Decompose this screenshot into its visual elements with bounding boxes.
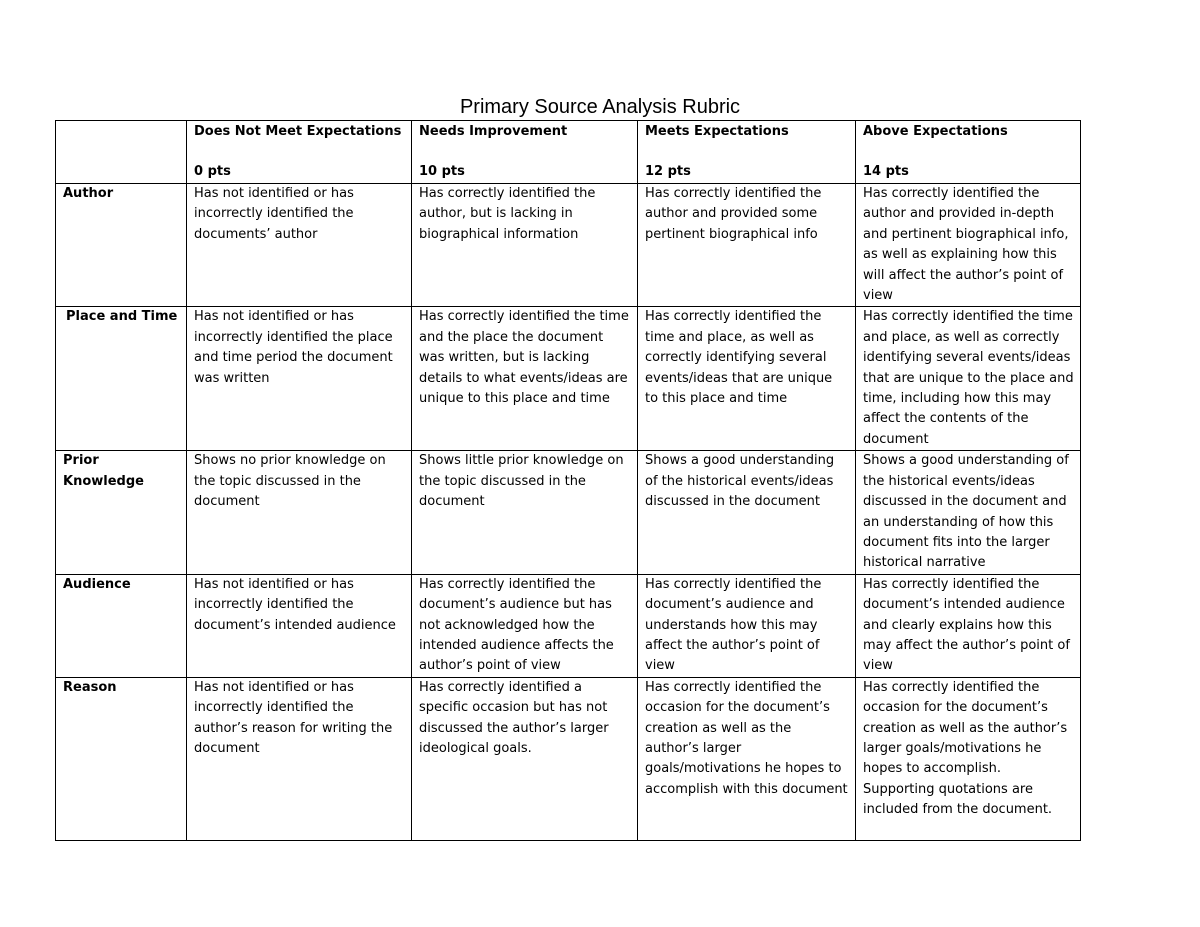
criterion-label: Prior Knowledge <box>63 453 144 489</box>
column-label: Meets Expectations <box>645 124 789 139</box>
table-cell <box>638 451 856 574</box>
table-cell <box>187 184 412 307</box>
cell-text: Has correctly identified the time and place, as well as correctly identifying several events/ideas that are unique to the place and time, including how this may affect the contents of the document <box>863 309 1074 447</box>
table-row-prior-knowledge <box>56 451 1081 574</box>
corner-cell <box>56 121 187 184</box>
cell-text: Has correctly identified the author, but is lacking in biographical information <box>419 186 596 242</box>
table-cell <box>412 184 638 307</box>
column-label: Does Not Meet Expectations <box>194 124 402 139</box>
table-row-place-and-time <box>56 307 1081 451</box>
cell-text: Shows no prior knowledge on the topic discussed in the document <box>194 453 386 510</box>
criterion-cell <box>56 574 187 677</box>
cell-text: Shows a good understanding of the historical events/ideas discussed in the document <box>645 453 835 510</box>
header-row <box>56 121 1081 184</box>
criterion-label: Audience <box>63 576 131 592</box>
column-points: 14 pts <box>863 164 909 180</box>
table-cell <box>638 574 856 677</box>
cell-text: Has correctly identified the document’s audience but has not acknowledged how the intended audience affects the author’s point of view <box>419 576 614 674</box>
column-header-above <box>856 121 1081 184</box>
table-cell <box>412 677 638 840</box>
cell-text: Has not identified or has incorrectly identified the documents’ author <box>194 186 354 242</box>
table-row-audience <box>56 574 1081 677</box>
column-points: 10 pts <box>419 164 465 180</box>
column-label: Above Expectations <box>863 124 1008 139</box>
cell-text: Has not identified or has incorrectly identified the document’s intended audience <box>194 576 396 633</box>
cell-text: Has correctly identified a specific occasion but has not discussed the author’s larger ideological goals. <box>419 679 609 756</box>
table-cell <box>638 184 856 307</box>
criterion-cell <box>56 307 187 451</box>
criterion-label: Reason <box>63 679 117 695</box>
table-cell <box>187 677 412 840</box>
table-cell <box>187 307 412 451</box>
table-cell <box>638 307 856 451</box>
criterion-cell <box>56 451 187 574</box>
criterion-cell <box>56 184 187 307</box>
criterion-label: Author <box>63 186 114 201</box>
cell-text: Has correctly identified the occasion for the document’s creation as well as the author’s larger goals/motivations he hopes to accomplish. Supporting quotations are included from the document. <box>863 679 1068 818</box>
cell-text: Has correctly identified the document’s audience and understands how this may affect the author’s point of view <box>645 576 822 674</box>
table-row-reason <box>56 677 1081 840</box>
cell-text: Has correctly identified the author and provided in-depth and pertinent biographical info, as well as explaining how this will affect the author’s point of view <box>863 186 1069 304</box>
page-title: Primary Source Analysis Rubric <box>459 96 741 118</box>
cell-text: Has not identified or has incorrectly identified the author’s reason for writing the document <box>194 679 393 756</box>
table-cell <box>856 677 1081 840</box>
cell-text: Has correctly identified the time and place, as well as correctly identifying several events/ideas that are unique to this place and time <box>645 309 833 407</box>
column-header-does-not-meet <box>187 121 412 184</box>
table-cell <box>856 574 1081 677</box>
table-cell <box>412 307 638 451</box>
cell-text: Has not identified or has incorrectly identified the place and time period the document was written <box>194 309 393 386</box>
column-header-meets <box>638 121 856 184</box>
column-points: 0 pts <box>194 164 231 180</box>
table-cell <box>638 677 856 840</box>
column-label: Needs Improvement <box>419 124 568 139</box>
table-cell <box>187 451 412 574</box>
cell-text: Shows little prior knowledge on the topic discussed in the document <box>419 453 624 510</box>
table-cell <box>856 184 1081 307</box>
cell-text: Has correctly identified the document’s intended audience and clearly explains how this may affect the author’s point of view <box>863 576 1070 674</box>
criterion-label: Place and Time <box>66 309 178 325</box>
table-cell <box>856 307 1081 451</box>
table-cell <box>412 451 638 574</box>
table-row-author <box>56 184 1081 307</box>
cell-text: Has correctly identified the author and provided some pertinent biographical info <box>645 186 822 242</box>
table-cell <box>856 451 1081 574</box>
column-header-needs-improvement <box>412 121 638 184</box>
table-cell <box>412 574 638 677</box>
cell-text: Shows a good understanding of the historical events/ideas discussed in the document and an understanding of how this document fits into the larger historical narrative <box>863 453 1069 571</box>
column-points: 12 pts <box>645 164 691 180</box>
cell-text: Has correctly identified the time and the place the document was written, but is lacking details to what events/ideas are unique to this place and time <box>419 309 629 407</box>
rubric-table <box>55 120 1081 841</box>
criterion-cell <box>56 677 187 840</box>
table-cell <box>187 574 412 677</box>
cell-text: Has correctly identified the occasion for the document’s creation as well as the author’s larger goals/motivations he hopes to accomplish with this document <box>645 679 848 797</box>
